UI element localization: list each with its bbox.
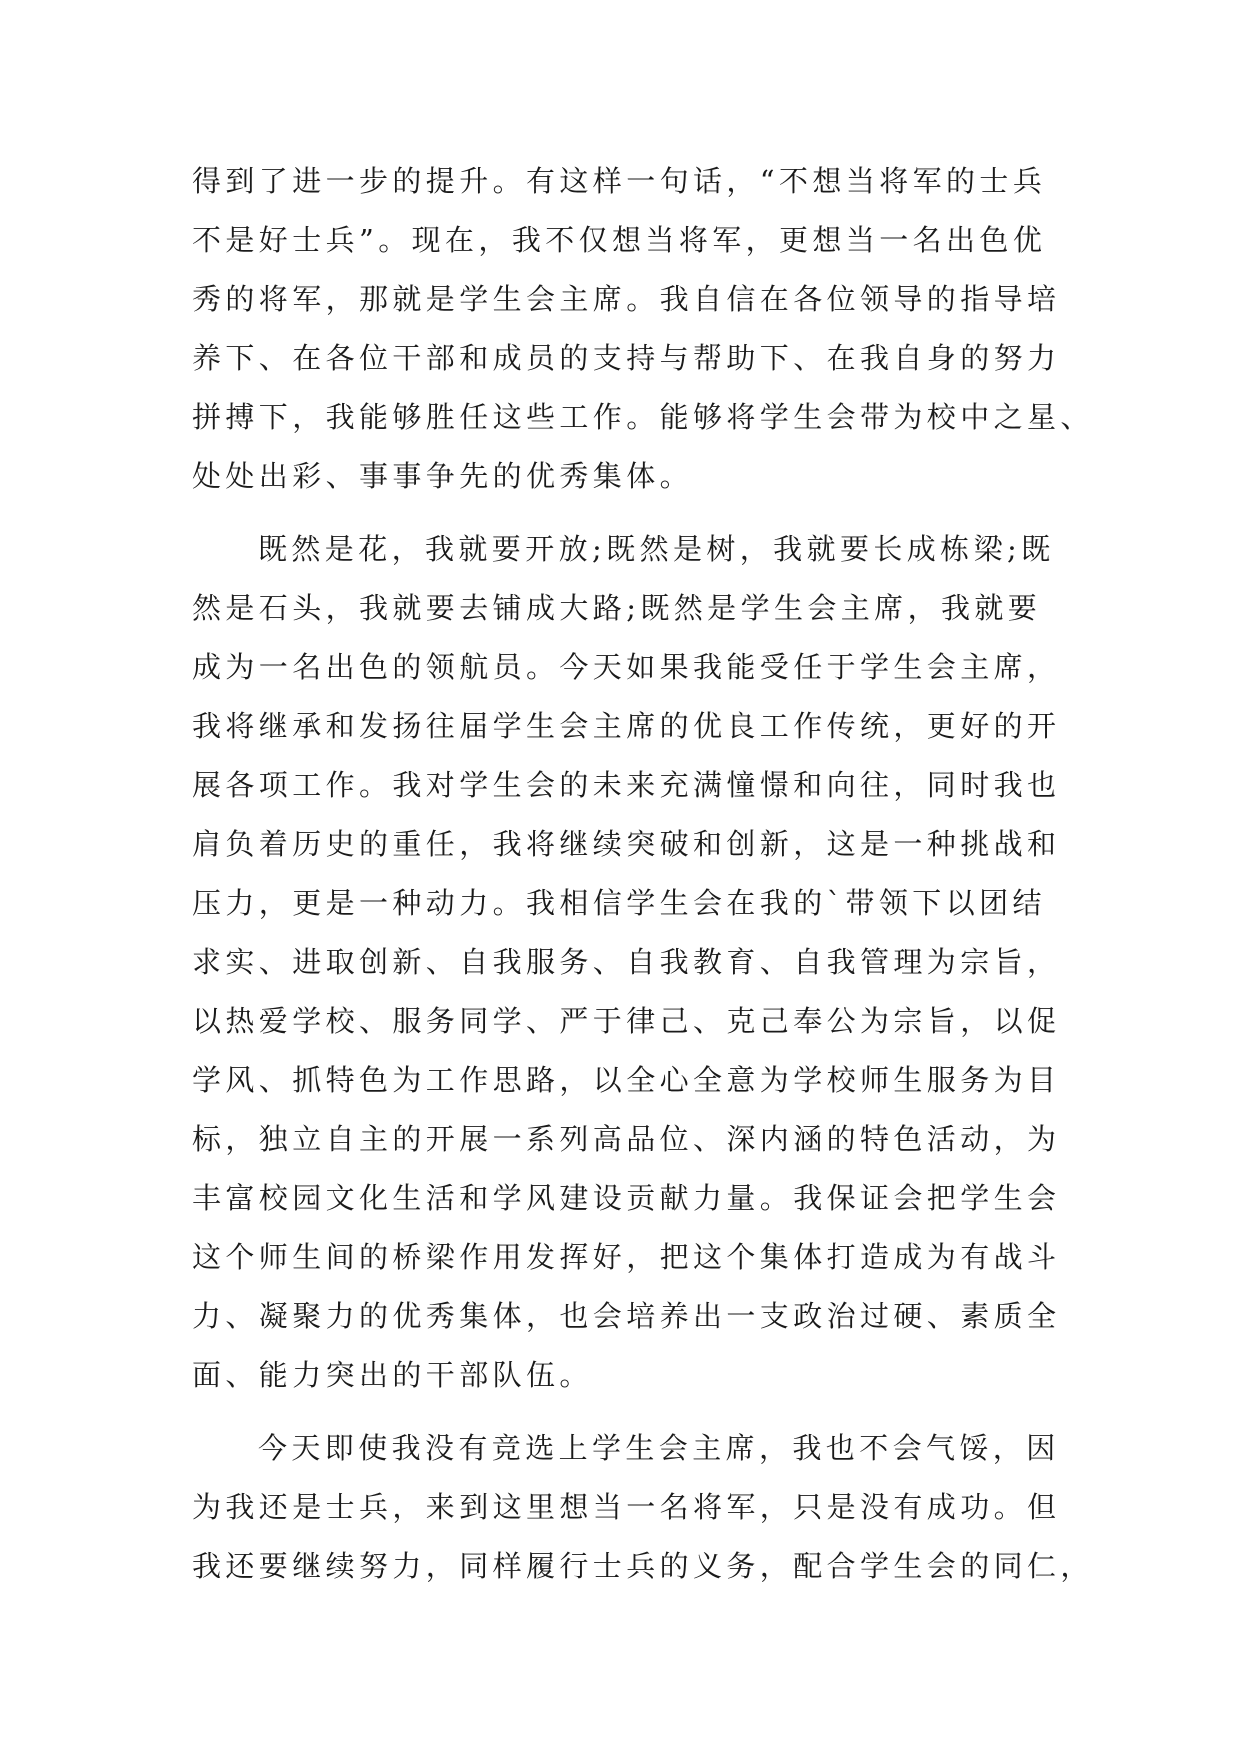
paragraph-first-line: 既然是花，我就要开放;既然是树，我就要长成栋梁;既: [258, 532, 1055, 566]
paragraph-first-line: 今天即使我没有竞选上学生会主席，我也不会气馁，因: [258, 1431, 1060, 1465]
text-line: 以热爱学校、服务同学、严于律己、克己奉公为宗旨，以促: [192, 1004, 1061, 1038]
text-line: 得到了进一步的提升。有这样一句话，“不想当将军的士兵: [192, 164, 1047, 198]
text-line: 处处出彩、事事争先的优秀集体。: [192, 459, 694, 493]
text-line: 压力，更是一种动力。我相信学生会在我的`带领下以团结: [192, 886, 1046, 920]
text-line: 学风、抓特色为工作思路，以全心全意为学校师生服务为目: [192, 1063, 1061, 1097]
text-line: 展各项工作。我对学生会的未来充满憧憬和向往，同时我也: [192, 768, 1061, 802]
text-line: 面、能力突出的干部队伍。: [192, 1358, 593, 1392]
text-line: 我还要继续努力，同样履行士兵的义务，配合学生会的同仁，: [192, 1549, 1094, 1583]
text-line: 秀的将军，那就是学生会主席。我自信在各位领导的指导培: [192, 282, 1061, 316]
text-line: 力、凝聚力的优秀集体，也会培养出一支政治过硬、素质全: [192, 1299, 1061, 1333]
text-line: 求实、进取创新、自我服务、自我教育、自我管理为宗旨，: [192, 945, 1061, 979]
text-line: 成为一名出色的领航员。今天如果我能受任于学生会主席，: [192, 650, 1061, 684]
document-body: [192, 152, 1094, 1596]
text-line: 肩负着历史的重任，我将继续突破和创新，这是一种挑战和: [192, 827, 1061, 861]
text-line: 这个师生间的桥梁作用发挥好，把这个集体打造成为有战斗: [192, 1240, 1061, 1274]
text-line: 标，独立自主的开展一系列高品位、深内涵的特色活动，为: [192, 1122, 1061, 1156]
text-line: 然是石头，我就要去铺成大路;既然是学生会主席，我就要: [192, 591, 1042, 625]
text-line: 养下、在各位干部和成员的支持与帮助下、在我自身的努力: [192, 341, 1061, 375]
text-line: 我将继承和发扬往届学生会主席的优良工作传统，更好的开: [192, 709, 1061, 743]
text-line: 拼搏下，我能够胜任这些工作。能够将学生会带为校中之星、: [192, 400, 1094, 434]
text-line: 为我还是士兵，来到这里想当一名将军，只是没有成功。但: [192, 1490, 1061, 1524]
text-line: 不是好士兵”。现在，我不仅想当将军，更想当一名出色优: [192, 223, 1047, 257]
text-line: 丰富校园文化生活和学风建设贡献力量。我保证会把学生会: [192, 1181, 1061, 1215]
